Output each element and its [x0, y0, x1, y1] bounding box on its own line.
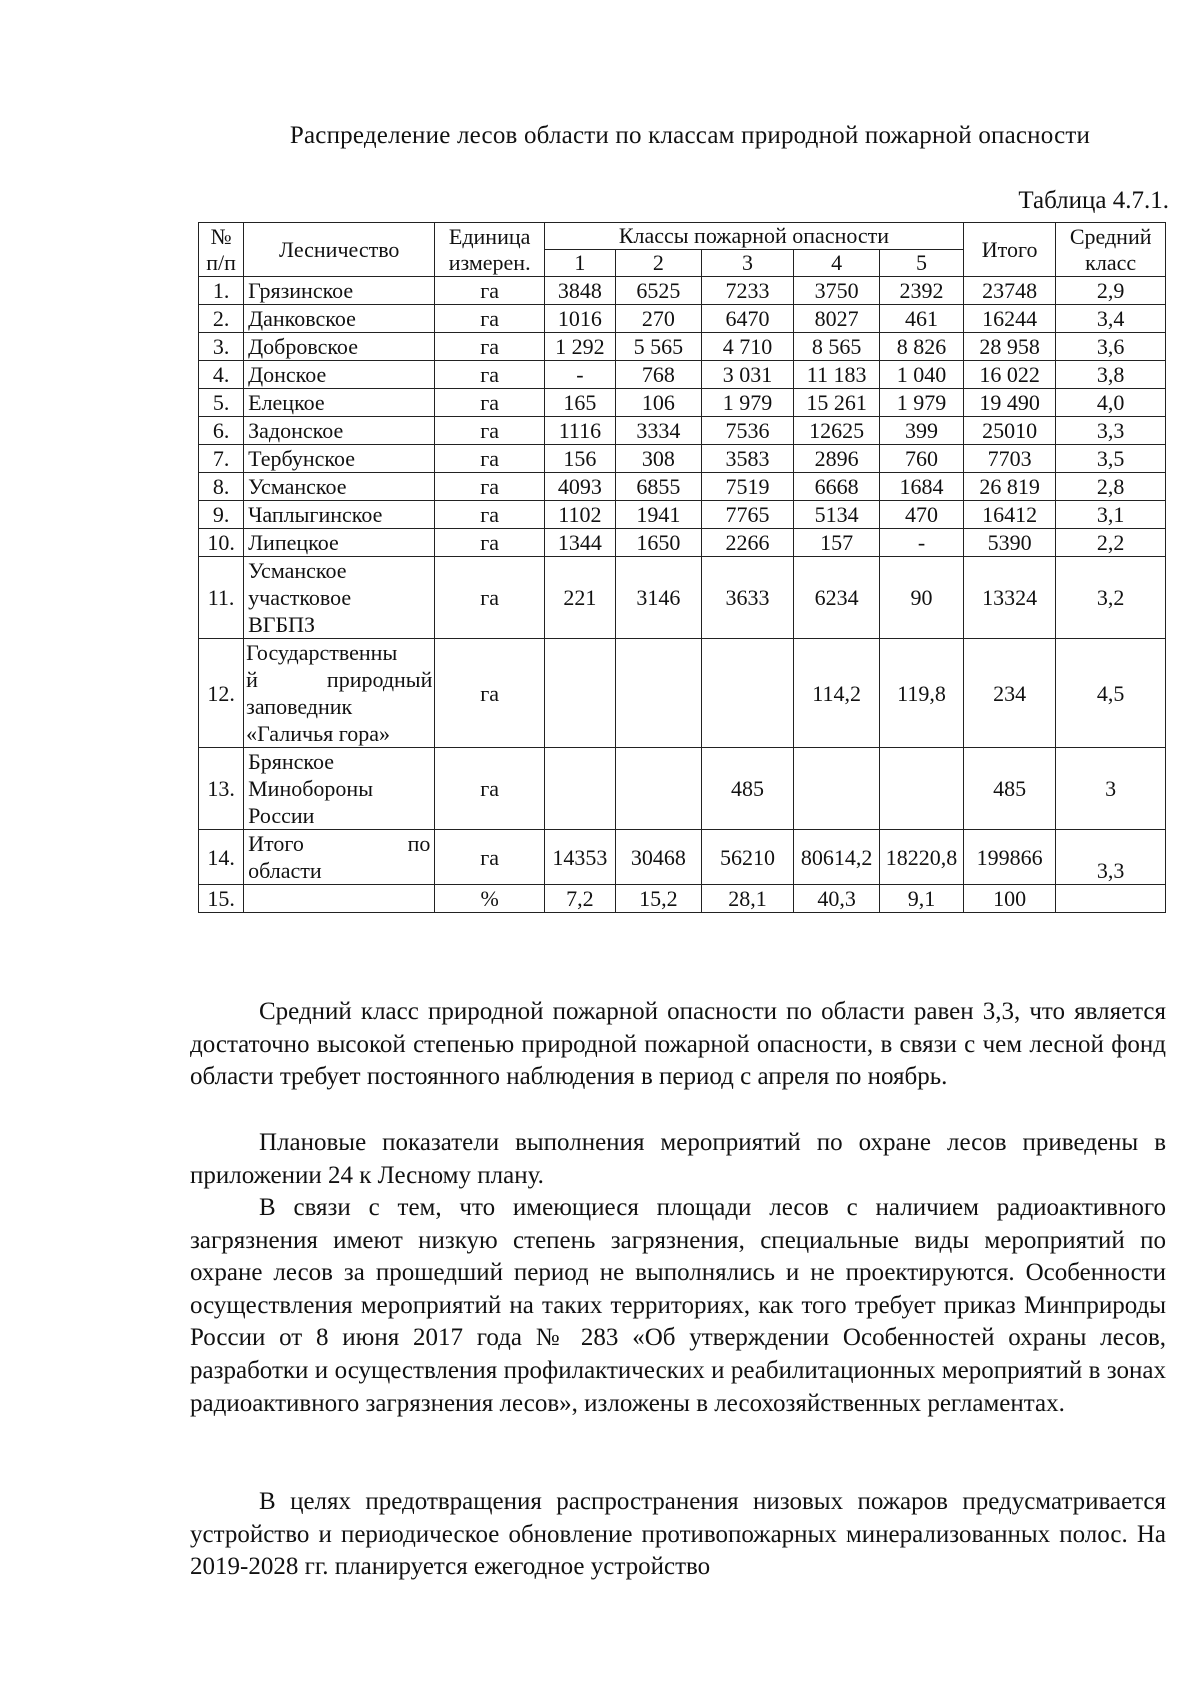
cell-class-4: 40,3	[794, 885, 880, 913]
paragraph: Плановые показатели выполнения мероприятий по охране лесов приведены в приложении 24 к Лесному плану.	[190, 1129, 1166, 1189]
cell-class-2: 3146	[615, 557, 701, 639]
cell-class-2: 5 565	[615, 333, 701, 361]
cell-class-3: 3583	[701, 445, 793, 473]
cell-class-2: 3334	[615, 417, 701, 445]
cell-avg: 3,4	[1056, 305, 1166, 333]
cell-forestry-line: области	[248, 858, 322, 883]
cell-class-5: 1684	[880, 473, 964, 501]
cell-unit: га	[435, 417, 545, 445]
cell-forestry: Грязинское	[244, 277, 435, 305]
cell-class-2: 6525	[615, 277, 701, 305]
cell-class-4: 6234	[794, 557, 880, 639]
cell-class-4: 2896	[794, 445, 880, 473]
cell-class-4: 114,2	[794, 639, 880, 748]
cell-class-2: 270	[615, 305, 701, 333]
cell-class-4: 5134	[794, 501, 880, 529]
cell-class-1: 1116	[544, 417, 615, 445]
cell-num: 6.	[199, 417, 244, 445]
table-row	[199, 277, 1166, 305]
cell-class-3: 56210	[701, 830, 793, 885]
cell-class-2: 6855	[615, 473, 701, 501]
header-class-4: 4	[794, 250, 880, 277]
cell-forestry: Липецкое	[244, 529, 435, 557]
table-header-row	[199, 223, 1166, 250]
cell-class-3: 7536	[701, 417, 793, 445]
cell-num: 1.	[199, 277, 244, 305]
cell-class-1: -	[544, 361, 615, 389]
cell-unit: га	[435, 333, 545, 361]
cell-forestry	[244, 885, 435, 913]
cell-forestry: Чаплыгинское	[244, 501, 435, 529]
cell-class-5: 399	[880, 417, 964, 445]
cell-class-4: 15 261	[794, 389, 880, 417]
cell-avg: 4,5	[1056, 639, 1166, 748]
cell-class-4: 6668	[794, 473, 880, 501]
header-total: Итого	[963, 223, 1055, 277]
table-row	[199, 333, 1166, 361]
cell-class-2	[615, 748, 701, 830]
cell-avg: 4,0	[1056, 389, 1166, 417]
paragraph: В связи с тем, что имеющиеся площади лесов с наличием радиоактивного загрязнения имеют низкую степень загрязнения, специальные виды мероприятий по охране лесов за прошедший период не выполнялись и не проектируются. Особенности осуществления мероприятий на таких территориях, как того требует приказ Минприроды России от 8 июня 2017 года № 283 «Об утверждении Особенностей охраны лесов, разработки и осуществления профилактических и реабилитационных мероприятий в зонах радиоактивного загрязнения лесов», изложены в лесохозяйственных регламентах.	[190, 1194, 1166, 1417]
cell-num: 2.	[199, 305, 244, 333]
cell-class-5: 760	[880, 445, 964, 473]
cell-class-4: 3750	[794, 277, 880, 305]
cell-class-1: 14353	[544, 830, 615, 885]
cell-class-4: 12625	[794, 417, 880, 445]
cell-class-4: 157	[794, 529, 880, 557]
cell-class-2: 15,2	[615, 885, 701, 913]
cell-num: 13.	[199, 748, 244, 830]
cell-num: 14.	[199, 830, 244, 885]
cell-forestry-line: Брянское	[248, 749, 335, 774]
header-class-3: 3	[701, 250, 793, 277]
paragraph: Средний класс природной пожарной опасности по области равен 3,3, что является достаточно высокой степенью природной пожарной опасности, в связи с чем лесной фонд области требует постоянного наблюдения в период с апреля по ноябрь.	[190, 998, 1166, 1091]
document-title: Распределение лесов области по классам природной пожарной опасности	[289, 122, 1091, 149]
cell-unit: га	[435, 501, 545, 529]
cell-class-3: 2266	[701, 529, 793, 557]
cell-avg: 3,8	[1056, 361, 1166, 389]
cell-total: 19 490	[963, 389, 1055, 417]
cell-forestry: Тербунское	[244, 445, 435, 473]
cell-class-1: 3848	[544, 277, 615, 305]
cell-total: 28 958	[963, 333, 1055, 361]
cell-forestry	[244, 830, 435, 885]
cell-total: 199866	[963, 830, 1055, 885]
header-num: № п/п	[199, 223, 244, 277]
cell-total: 26 819	[963, 473, 1055, 501]
table-row	[199, 830, 1166, 885]
table-caption: Таблица 4.7.1.	[1018, 187, 1169, 214]
cell-class-1	[544, 639, 615, 748]
cell-class-1: 7,2	[544, 885, 615, 913]
cell-class-3: 7233	[701, 277, 793, 305]
cell-unit: га	[435, 748, 545, 830]
cell-unit: га	[435, 445, 545, 473]
table-row	[199, 885, 1166, 913]
cell-avg: 2,9	[1056, 277, 1166, 305]
cell-class-2: 30468	[615, 830, 701, 885]
cell-forestry: Усманское	[244, 473, 435, 501]
cell-class-5: 2392	[880, 277, 964, 305]
cell-forestry-line: участковое	[248, 585, 352, 610]
cell-class-5: 9,1	[880, 885, 964, 913]
cell-class-2: 106	[615, 389, 701, 417]
cell-forestry-line: заповедник	[246, 694, 353, 719]
cell-forestry-line: Минобороны	[248, 776, 373, 801]
cell-num: 10.	[199, 529, 244, 557]
cell-avg	[1056, 885, 1166, 913]
cell-class-1: 165	[544, 389, 615, 417]
table-row	[199, 557, 1166, 639]
cell-avg: 3,1	[1056, 501, 1166, 529]
cell-num: 9.	[199, 501, 244, 529]
cell-class-1	[544, 748, 615, 830]
cell-forestry-line: Государственны	[246, 640, 398, 665]
table-row	[199, 473, 1166, 501]
cell-class-3: 28,1	[701, 885, 793, 913]
cell-total: 23748	[963, 277, 1055, 305]
cell-num: 8.	[199, 473, 244, 501]
cell-class-2	[615, 639, 701, 748]
cell-forestry-line: ВГБПЗ	[248, 612, 316, 637]
table-row	[199, 748, 1166, 830]
cell-avg: 3,3	[1056, 830, 1166, 885]
cell-class-4: 8 565	[794, 333, 880, 361]
cell-class-4	[794, 748, 880, 830]
cell-class-5: 18220,8	[880, 830, 964, 885]
cell-class-5: 1 040	[880, 361, 964, 389]
cell-total: 16244	[963, 305, 1055, 333]
cell-unit: га	[435, 361, 545, 389]
cell-forestry-line: Итого по	[248, 831, 431, 856]
cell-unit: га	[435, 639, 545, 748]
table-row	[199, 361, 1166, 389]
cell-unit: га	[435, 830, 545, 885]
cell-class-5: -	[880, 529, 964, 557]
paragraph: В целях предотвращения распространения низовых пожаров предусматривается устройство и периодическое обновление противопожарных минерализованных полос. На 2019-2028 гг. планируется ежегодное устройство	[190, 1488, 1166, 1581]
cell-unit: га	[435, 529, 545, 557]
cell-class-1: 156	[544, 445, 615, 473]
cell-forestry-line: «Галичья гора»	[246, 721, 390, 746]
cell-forestry-line: й природный	[246, 667, 433, 692]
cell-total: 13324	[963, 557, 1055, 639]
cell-avg: 3,2	[1056, 557, 1166, 639]
cell-avg: 3,6	[1056, 333, 1166, 361]
cell-total: 100	[963, 885, 1055, 913]
cell-avg: 2,8	[1056, 473, 1166, 501]
cell-forestry	[244, 639, 435, 748]
cell-class-3	[701, 639, 793, 748]
cell-num: 4.	[199, 361, 244, 389]
table-row	[199, 529, 1166, 557]
cell-class-3: 3633	[701, 557, 793, 639]
table-row	[199, 305, 1166, 333]
cell-unit: га	[435, 389, 545, 417]
cell-num: 12.	[199, 639, 244, 748]
cell-class-3: 1 979	[701, 389, 793, 417]
cell-avg: 3,5	[1056, 445, 1166, 473]
cell-unit: %	[435, 885, 545, 913]
cell-class-1: 1016	[544, 305, 615, 333]
header-class-5: 5	[880, 250, 964, 277]
header-class-1: 1	[544, 250, 615, 277]
cell-class-5: 470	[880, 501, 964, 529]
cell-class-4: 8027	[794, 305, 880, 333]
cell-unit: га	[435, 277, 545, 305]
cell-class-5	[880, 748, 964, 830]
cell-class-3: 4 710	[701, 333, 793, 361]
cell-unit: га	[435, 557, 545, 639]
cell-total: 5390	[963, 529, 1055, 557]
cell-num: 5.	[199, 389, 244, 417]
header-unit: Единица измерен.	[435, 223, 545, 277]
cell-class-4: 11 183	[794, 361, 880, 389]
cell-class-3: 3 031	[701, 361, 793, 389]
cell-avg: 3	[1056, 748, 1166, 830]
fire-danger-table	[198, 222, 1166, 913]
cell-total: 25010	[963, 417, 1055, 445]
cell-total: 16 022	[963, 361, 1055, 389]
header-forestry: Лесничество	[244, 223, 435, 277]
cell-forestry-line: России	[248, 803, 315, 828]
header-avg: Средний класс	[1056, 223, 1166, 277]
cell-num: 15.	[199, 885, 244, 913]
cell-forestry	[244, 557, 435, 639]
cell-class-2: 308	[615, 445, 701, 473]
cell-class-1: 1 292	[544, 333, 615, 361]
cell-class-5: 1 979	[880, 389, 964, 417]
cell-forestry-line: Усманское	[248, 558, 347, 583]
table-row	[199, 501, 1166, 529]
cell-unit: га	[435, 473, 545, 501]
cell-forestry: Данковское	[244, 305, 435, 333]
cell-forestry: Донское	[244, 361, 435, 389]
table-body	[199, 277, 1166, 557]
cell-total: 234	[963, 639, 1055, 748]
table-row	[199, 639, 1166, 748]
cell-class-2: 1650	[615, 529, 701, 557]
cell-class-1: 221	[544, 557, 615, 639]
cell-unit: га	[435, 305, 545, 333]
cell-avg: 2,2	[1056, 529, 1166, 557]
cell-class-1: 1102	[544, 501, 615, 529]
cell-total: 485	[963, 748, 1055, 830]
cell-class-3: 7519	[701, 473, 793, 501]
cell-avg: 3,3	[1056, 417, 1166, 445]
cell-class-2: 1941	[615, 501, 701, 529]
cell-class-3: 485	[701, 748, 793, 830]
cell-num: 7.	[199, 445, 244, 473]
cell-total: 16412	[963, 501, 1055, 529]
cell-class-1: 4093	[544, 473, 615, 501]
header-classes: Классы пожарной опасности	[544, 223, 963, 250]
header-class-2: 2	[615, 250, 701, 277]
cell-class-5: 8 826	[880, 333, 964, 361]
cell-forestry	[244, 748, 435, 830]
cell-forestry: Добровское	[244, 333, 435, 361]
cell-forestry: Елецкое	[244, 389, 435, 417]
cell-total: 7703	[963, 445, 1055, 473]
cell-num: 11.	[199, 557, 244, 639]
cell-class-4: 80614,2	[794, 830, 880, 885]
cell-num: 3.	[199, 333, 244, 361]
cell-class-5: 119,8	[880, 639, 964, 748]
cell-class-5: 90	[880, 557, 964, 639]
cell-class-3: 7765	[701, 501, 793, 529]
table-row	[199, 417, 1166, 445]
cell-class-1: 1344	[544, 529, 615, 557]
cell-class-2: 768	[615, 361, 701, 389]
cell-forestry: Задонское	[244, 417, 435, 445]
cell-class-5: 461	[880, 305, 964, 333]
cell-class-3: 6470	[701, 305, 793, 333]
table-row	[199, 389, 1166, 417]
table-row	[199, 445, 1166, 473]
